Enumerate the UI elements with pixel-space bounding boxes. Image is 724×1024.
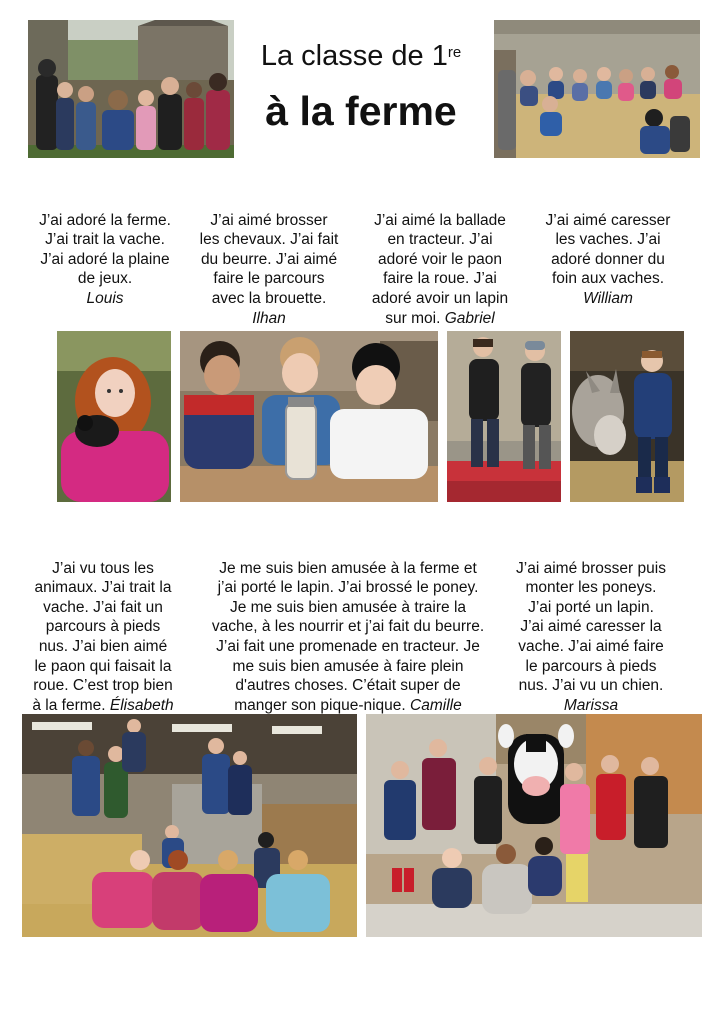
photo-girl-with-rabbit — [57, 331, 171, 502]
testimonial-text: J’ai aimé caresser les vaches. J’ai adoré donner du foin aux vaches. — [545, 211, 671, 288]
testimonial-author: Élisabeth — [109, 696, 174, 714]
testimonial-marissa — [500, 539, 682, 735]
testimonial-author: William — [583, 289, 633, 307]
photo-kids-on-hay-bales — [22, 714, 357, 937]
photo-kids-sitting-straw — [494, 20, 700, 158]
photo-boy-with-donkey — [570, 331, 684, 502]
testimonial-author: Marissa — [563, 696, 619, 714]
photo-boys-on-crates — [447, 331, 561, 502]
testimonial-text: J’ai vu tous les animaux. J’ai trait la vache. J’ai fait un parcours à pieds nus. J’ai bien aimé le paon qui faisait la roue. C’est trop bien à la ferme. — [32, 559, 173, 714]
testimonial-louis — [20, 191, 190, 328]
photo-boys-making-butter — [180, 331, 438, 502]
testimonial-text: J’ai aimé brosser puis monter les poneys. J’ai porté un lapin. J’ai aimé caresser la vache. J’ai aimé faire le parcours à pieds nus. J’ai vu un chien. — [516, 559, 666, 695]
page-title-line2: à la ferme — [265, 88, 457, 134]
testimonial-author: Louis — [86, 289, 124, 307]
testimonial-camille — [192, 539, 504, 715]
testimonial-elisabeth — [18, 539, 188, 715]
testimonial-author: Camille — [410, 696, 462, 714]
page-title-line1: La classe de 1re — [260, 40, 462, 72]
testimonial-author: Ilhan — [252, 309, 286, 327]
testimonial-gabriel — [354, 191, 526, 328]
title-superscript: re — [447, 44, 462, 61]
testimonial-text: J’ai aimé brosser les chevaux. J’ai fait du beurre. J’ai aimé faire le parcours avec la brouette. — [199, 211, 339, 307]
testimonial-william — [524, 191, 692, 328]
photo-group-with-cow-statue — [366, 714, 702, 937]
testimonial-text: J’ai aimé la ballade en tracteur. J’ai adoré voir le paon faire la roue. J’ai adoré avoir un lapin sur moi. — [371, 211, 509, 327]
testimonial-text: Je me suis bien amusée à la ferme et j’ai porté le lapin. J’ai brossé le poney. Je me suis bien amusée à traire la vache, à les nourrir et j’ai fait du beurre. J’ai fait une promenade en tracteur. Je me suis bien amusée à faire plein d'autres choses. C’était super de manger son pique-nique. — [211, 559, 485, 714]
photo-kids-outdoor-farm — [28, 20, 234, 158]
testimonial-author: Gabriel — [444, 309, 495, 327]
testimonial-ilhan — [186, 191, 352, 348]
testimonial-text: J’ai adoré la ferme. J’ai trait la vache. J’ai adoré la plaine de jeux. — [39, 211, 171, 288]
